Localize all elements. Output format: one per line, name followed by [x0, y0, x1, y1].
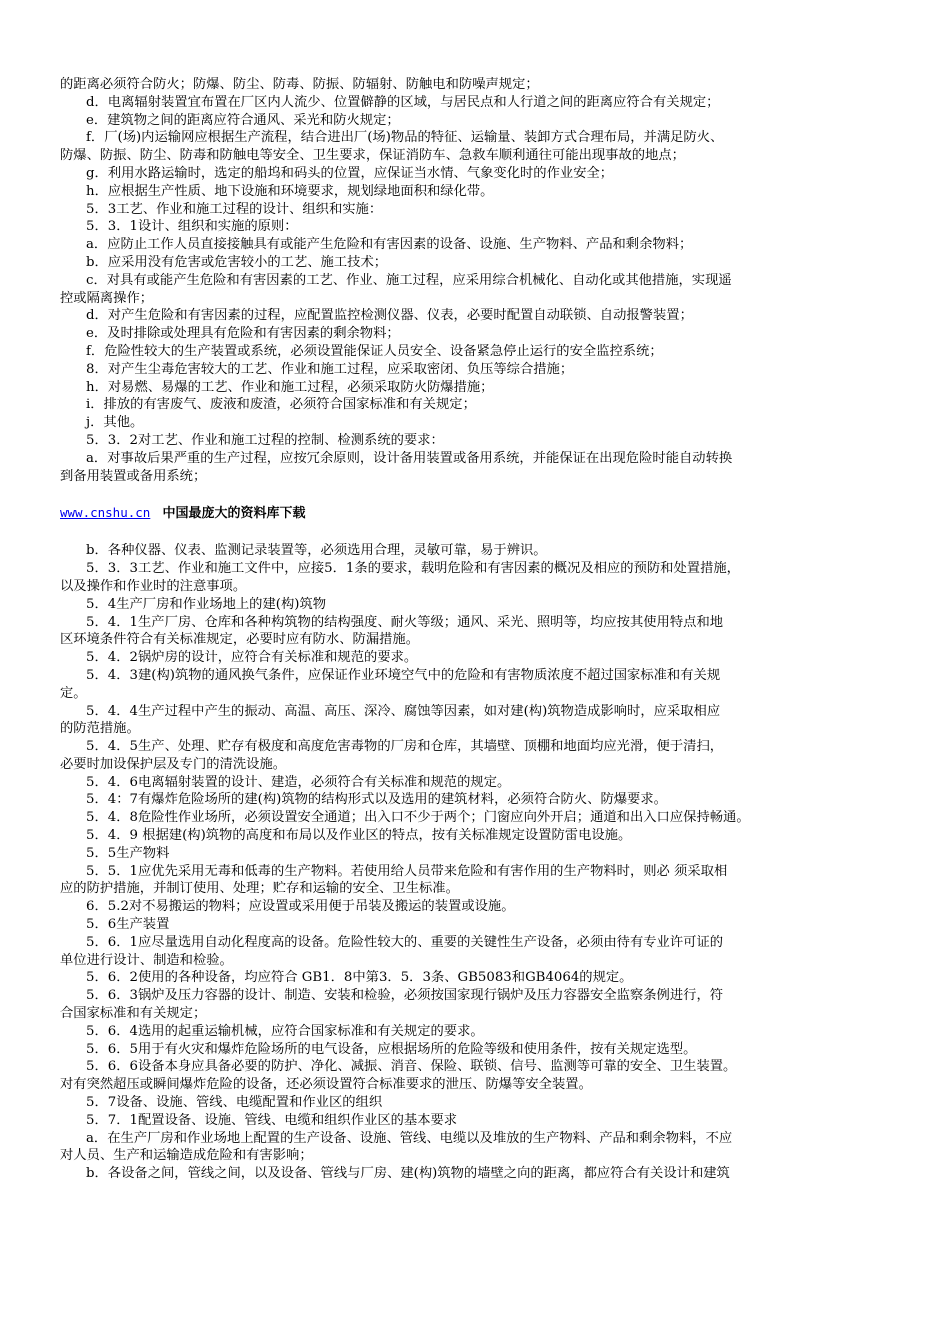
text-line: d．电离辐射装置宜布置在厂区内人流少、位置僻静的区域，与居民点和人行道之间的距离应符合有关规定；	[86, 94, 720, 110]
text-line: 5．6．6设备本身应具备必要的防护、净化、减振、消音、保险、联锁、信号、监测等可靠的安全、卫生装置。	[86, 1059, 737, 1075]
text-line: 的距离必须符合防火；防爆、防尘、防毒、防振、防辐射、防触电和防噪声规定；	[60, 77, 539, 92]
text-line: f．厂(场)内运输网应根据生产流程，结合进出厂(场)物品的特征、运输量、装卸方式合理布局，并满足防火、	[86, 130, 724, 146]
text-line: 5．4．9 根据建(构)筑物的高度和布局以及作业区的特点，按有关标准规定设置防雷电设施。	[86, 828, 632, 844]
text-line: 5．4：7有爆炸危险场所的建(构)筑物的结构形式以及选用的建筑材料，必须符合防火、防爆要求。	[86, 792, 667, 808]
text-line: 防爆、防振、防尘、防毒和防触电等安全、卫生要求，保证消防车、急救车顺利通往可能出现事故的地点；	[60, 148, 685, 164]
text-line: 8．对产生尘毒危害较大的工艺、作业和施工过程，应采取密闭、负压等综合措施；	[86, 361, 574, 377]
text-line: 5．4．5生产、处理、贮存有极度和高度危害毒物的厂房和仓库，其墙壁、顶棚和地面均应光滑，便于清扫，	[86, 739, 724, 755]
text-line: 定。	[60, 685, 87, 701]
text-line: 5．4．2锅炉房的设计，应符合有关标准和规范的要求。	[86, 650, 418, 666]
text-line: 应的防护措施，并制订使用、处理；贮存和运输的安全、卫生标准。	[60, 881, 459, 897]
document-page	[60, 76, 894, 1183]
text-line: h．对易燃、易爆的工艺、作业和施工过程，必须采取防火防爆措施；	[86, 379, 494, 395]
text-line: 5．6．5用于有火灾和爆炸危险场所的电气设备，应根据场所的危险等级和使用条件，按有关规定选型。	[86, 1041, 697, 1057]
text-line: 必要时加设保护层及专门的清洗设施。	[60, 756, 287, 772]
text-line: 5．4．4生产过程中产生的振动、高温、高压、深冷、腐蚀等因素，如对建(构)筑物造成影响时，应采取相应	[86, 703, 721, 719]
text-line: 对人员、生产和运输造成危险和有害影响；	[60, 1148, 313, 1164]
text-line: j．其他。	[86, 415, 144, 431]
text-line: e．建筑物之间的距离应符合通风、采光和防火规定；	[86, 112, 400, 128]
text-line: 5．6．2使用的各种设备，均应符合 GB1．8中第3．5．3条、GB5083和GB4064的规定。	[86, 970, 633, 986]
text-line: 5．7设备、设施、管线、电缆配置和作业区的组织	[86, 1095, 383, 1111]
text-line: f．危险性较大的生产装置或系统，必须设置能保证人员安全、设备紧急停止运行的安全监控系统；	[86, 343, 663, 359]
text-line: 5．6．3锅炉及压力容器的设计、制造、安装和检验，必须按国家现行锅炉及压力容器安全监察条例进行，符	[86, 988, 724, 1004]
text-line: 5．3工艺、作业和施工过程的设计、组织和实施：	[86, 201, 383, 217]
text-block-upper	[60, 76, 894, 485]
text-line: a．对事故后果严重的生产过程，应按冗余原则，设计备用装置或备用系统，并能保证在出现危险时能自动转换	[86, 450, 733, 466]
text-line: g．利用水路运输时，选定的船坞和码头的位置，应保证当水情、气象变化时的作业安全；	[86, 165, 614, 181]
text-line: 5．4．8危险性作业场所，必须设置安全通道；出入口不少于两个；门窗应向外开启；通道和出入口应保持畅通。	[86, 810, 750, 826]
text-line: 5．6．4选用的起重运输机械，应符合国家标准和有关规定的要求。	[86, 1023, 484, 1039]
text-line: 5．7．1配置设备、设施、管线、电缆和组织作业区的基本要求	[86, 1112, 458, 1128]
text-line: 5．6．1应尽量选用自动化程度高的设备。危险性较大的、重要的关键性生产设备，必须由待有专业许可证的	[86, 934, 724, 950]
text-line: i．排放的有害废气、废液和废渣，必须符合国家标准和有关规定；	[86, 397, 476, 413]
text-block-lower	[60, 542, 894, 1183]
site-banner	[60, 504, 894, 523]
text-line: 的防范措施。	[60, 721, 140, 737]
text-line: h．应根据生产性质、地下设施和环境要求，规划绿地面积和绿化带。	[86, 183, 494, 199]
text-line: 对有突然超压或瞬间爆炸危险的设备，还必须设置符合标准要求的泄压、防爆等安全装置。	[60, 1077, 592, 1093]
text-line: a．在生产厂房和作业场地上配置的生产设备、设施、管线、电缆以及堆放的生产物料、产品和剩余物料，不应	[86, 1130, 733, 1146]
text-line: 5．4生产厂房和作业场地上的建(构)筑物	[86, 596, 327, 612]
text-line: b．各种仪器、仪表、监测记录装置等，必须选用合理，灵敏可靠，易于辨识。	[86, 543, 547, 559]
text-line: b．各设备之间，管线之间，以及设备、管线与厂房、建(构)筑物的墙壁之向的距离，都应符合有关设计和建筑	[86, 1166, 730, 1182]
text-line: 5．3．2对工艺、作业和施工过程的控制、检测系统的要求：	[86, 432, 444, 448]
text-line: d．对产生危险和有害因素的过程，应配置监控检测仪器、仪表，必要时配置自动联锁、自动报警装置；	[86, 308, 693, 324]
text-line: 5．5．1应优先采用无毒和低毒的生产物料。若使用给人员带来危险和有害作用的生产物料时，则必 须采取相	[86, 863, 728, 879]
text-line: 5．3．1设计、组织和实施的原则：	[86, 219, 298, 235]
text-line: 区环境条件符合有关标准规定，必要时应有防水、防漏措施。	[60, 632, 420, 648]
site-link[interactable]: www.cnshu.cn	[60, 505, 151, 521]
text-line: 6．5.2对不易搬运的物料；应设置或采用便于吊装及搬运的装置或设施。	[86, 899, 515, 915]
site-slogan: 中国最庞大的资料库下载	[162, 506, 306, 522]
text-line: 以及操作和作业时的注意事项。	[60, 578, 247, 594]
text-line: 到备用装置或备用系统；	[60, 468, 207, 484]
text-line: 合国家标准和有关规定；	[60, 1006, 207, 1022]
text-line: 5．6生产装置	[86, 917, 170, 933]
text-line: a．应防止工作人员直接接触具有或能产生危险和有害因素的设备、设施、生产物料、产品和剩余物料；	[86, 237, 693, 253]
text-line: 控或隔离操作；	[60, 290, 154, 306]
text-line: c．对具有或能产生危险和有害因素的工艺、作业、施工过程，应采用综合机械化、自动化或其他措施，实现遥	[86, 272, 732, 288]
text-line: 5．5生产物料	[86, 845, 170, 861]
text-line: 5．4．3建(构)筑物的通风换气条件，应保证作业环境空气中的危险和有害物质浓度不超过国家标准和有关规	[86, 667, 721, 683]
text-line: 5．4．1生产厂房、仓库和各种构筑物的结构强度、耐火等级；通风、采光、照明等，均应按其使用特点和地	[86, 614, 724, 630]
text-line: e．及时排除或处理具有危险和有害因素的剩余物料；	[86, 326, 400, 342]
text-line: 5．4．6电离辐射装置的设计、建造，必须符合有关标准和规范的规定。	[86, 774, 511, 790]
text-line: 5．3．3工艺、作业和施工文件中，应接5．1条的要求，载明危险和有害因素的概况及相应的预防和处置措施，	[86, 561, 740, 577]
text-line: b．应采用没有危害或危害较小的工艺、施工技术；	[86, 254, 388, 270]
text-line: 单位进行设计、制造和检验。	[60, 952, 233, 968]
